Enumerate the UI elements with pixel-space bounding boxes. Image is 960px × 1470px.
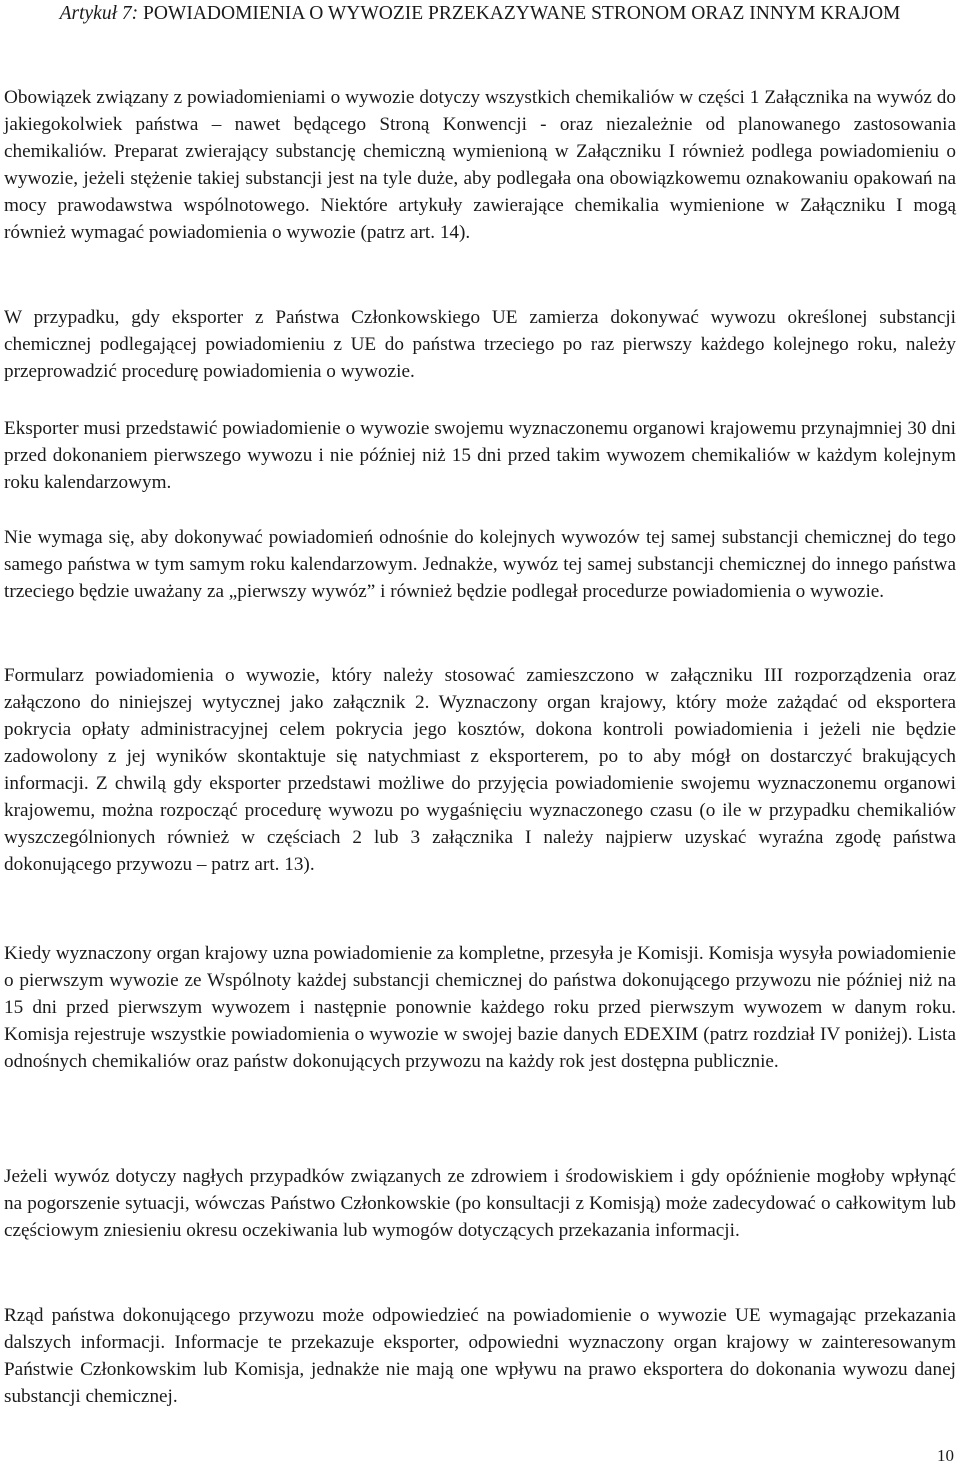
paragraph-export-notification-scope: Obowiązek związany z powiadomieniami o wywozie dotyczy wszystkich chemikaliów w części 1 Załącznika na wywóz do jakiegokolwiek państwa – nawet będącego Stroną Konwencji - oraz niezależnie od planowanego zastosowania chemikaliów. Preparat zwierający substancję chemiczną wymienioną w Załączniku I również podlega powiadomieniu o wywozie, jeżeli stężenie takiej substancji jest na tyle duże, aby podlegała ona obowiązkowemu oznakowaniu opakowań na mocy prawodawstwa wspólnotowego. Niektóre artykuły zawierające chemikalia wymienione w Załączniku I mogą również wymagać powiadomienia o wywozie (patrz art. 14).: [4, 87, 956, 243]
paragraph-first-export-procedure: W przypadku, gdy eksporter z Państwa Członkowskiego UE zamierza dokonywać wywozu określonej substancji chemicznej podlegającej powiadomieniu z UE do państwa trzeciego po raz pierwszy każdego kolejnego roku, należy przeprowadzić procedurę powiadomienia o wywozie.: [4, 307, 956, 382]
page-number: 10: [937, 1446, 954, 1465]
paragraph-importing-country-response: Rząd państwa dokonującego przywozu może odpowiedzieć na powiadomienie o wywozie UE wymagając przekazania dalszych informacji. Informacje te przekazuje eksporter, odpowiedni wyznaczony organ krajowy w zainteresowanym Państwie Członkowskim lub Komisja, jednakże nie mają one wpływu na prawo eksportera do dokonania wywozu danej substancji chemicznej.: [4, 1305, 956, 1407]
paragraph-commission-forwarding: Kiedy wyznaczony organ krajowy uzna powiadomienie za kompletne, przesyła je Komisji. Komisja wysyła powiadomienie o pierwszym wywozie ze Wspólnoty każdej substancji chemicznej do państwa dokonującego przywozu nie później niż na 15 dni przed pierwszym wywozem i następnie ponownie każdego roku przed pierwszym wywozem w danym roku. Komisja rejestruje wszystkie powiadomienia o wywozie w swojej bazie danych EDEXIM (patrz rozdział IV poniżej). Lista odnośnych chemikaliów oraz państw dokonujących przywozu na każdy rok jest dostępna publicznie.: [4, 943, 956, 1072]
paragraph-notification-form: Formularz powiadomienia o wywozie, który należy stosować zamieszczono w załączniku III rozporządzenia oraz załączono do niniejszej wytycznej jako załącznik 2. Wyznaczony organ krajowy, który może zażądać od eksportera pokrycia opłaty administracyjnej celem pokrycia jego kosztów, dokona kontroli powiadomienia i jeżeli nie będzie zadowolony z jej wyników skontaktuje się natychmiast z eksporterem, po to aby mógł on dostarczyć brakujących informacji. Z chwilą gdy eksporter przedstawi możliwe do przyjęcia powiadomienie swojemu wyznaczonemu organowi krajowemu, można rozpocząć procedurę wywozu po wygaśnięciu wyznaczonego czasu (o ile w przypadku chemikaliów wyszczególnionych również w częściach 2 lub 3 załącznika I należy najpierw uzyskać wyraźna zgodę państwa dokonującego przywozu – patrz art. 13).: [4, 665, 956, 875]
paragraph-subsequent-exports: Nie wymaga się, aby dokonywać powiadomień odnośnie do kolejnych wywozów tej samej substancji chemicznej do tego samego państwa w tym samym roku kalendarzowym. Jednakże, wywóz tej samej substancji chemicznej do innego państwa trzeciego będzie uważany za „pierwszy wywóz” i również będzie podlegał procedurze powiadomienia o wywozie.: [4, 527, 956, 602]
paragraph-emergency-exports: Jeżeli wywóz dotyczy nagłych przypadków związanych ze zdrowiem i środowiskiem i gdy opóźnienie mogłoby wpłynąć na pogorszenie sytuacji, wówczas Państwo Członkowskie (po konsultacji z Komisją) może zadecydować o całkowitym lub częściowym zniesieniu okresu oczekiwania lub wymogów dotyczących przekazania informacji.: [4, 1166, 956, 1241]
article-number: Artykuł 7:: [59, 3, 139, 24]
document-page: [4, 0, 956, 1407]
article-title: POWIADOMIENIA O WYWOZIE PRZEKAZYWANE STRONOM ORAZ INNYM KRAJOM: [143, 3, 901, 24]
article-heading: [4, 0, 956, 27]
paragraph-exporter-deadlines: Eksporter musi przedstawić powiadomienie o wywozie swojemu wyznaczonemu organowi krajowemu przynajmniej 30 dni przed dokonaniem pierwszego wywozu i nie później niż 15 dni przed takim wywozem chemikaliów w każdym kolejnym roku kalendarzowym.: [4, 418, 956, 493]
